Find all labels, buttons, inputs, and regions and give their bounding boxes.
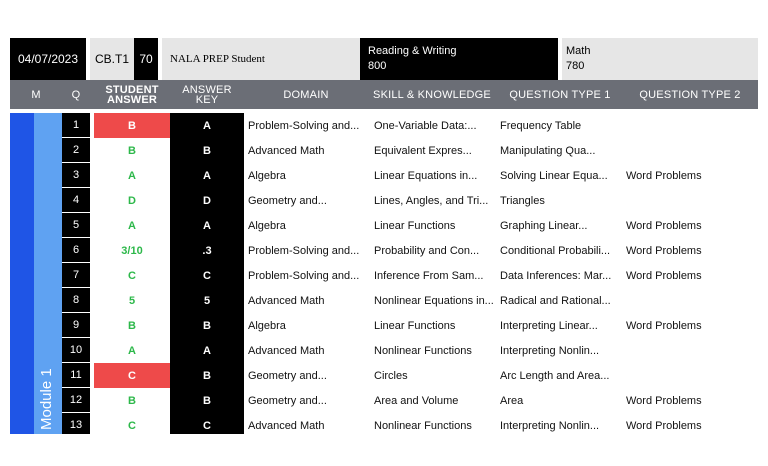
question-number: 11 xyxy=(62,363,90,388)
question-type-2-cell: Word Problems xyxy=(626,244,702,257)
student-answer: 3/10 xyxy=(121,244,143,257)
total-score: 70 xyxy=(134,38,158,80)
domain-cell: Advanced Math xyxy=(248,344,325,357)
student-answer: A xyxy=(128,344,136,357)
domain-cell: Problem-Solving and... xyxy=(248,119,360,132)
skill-cell: Linear Functions xyxy=(374,319,456,332)
question-type-2-cell xyxy=(626,288,756,313)
skill-cell: Linear Equations in... xyxy=(374,169,478,182)
math-label: Math xyxy=(566,45,591,57)
domain-cell: Algebra xyxy=(248,219,286,232)
question-number: 10 xyxy=(62,338,90,363)
column-header-domain[interactable]: DOMAIN xyxy=(283,88,329,101)
domain-cell: Geometry and... xyxy=(248,369,327,382)
skill-cell: Linear Functions xyxy=(374,219,456,232)
skill-cell: Nonlinear Functions xyxy=(374,419,472,432)
skill-cell: Nonlinear Functions xyxy=(374,344,472,357)
question-type-1-cell: Data Inferences: Mar... xyxy=(500,269,612,282)
student-answer: C xyxy=(94,363,170,388)
question-number: 2 xyxy=(62,138,90,163)
student-answer: B xyxy=(94,113,170,138)
domain-cell: Geometry and... xyxy=(248,394,327,407)
score-report-sheet xyxy=(10,38,758,434)
skill-cell: Circles xyxy=(374,369,408,382)
question-type-2-cell xyxy=(626,188,756,213)
question-number: 9 xyxy=(62,313,90,338)
skill-cell: Nonlinear Equations in... xyxy=(374,294,494,307)
answer-key: B xyxy=(203,144,211,157)
math-score-box xyxy=(562,38,758,80)
table-row[interactable] xyxy=(62,238,758,263)
domain-cell: Problem-Solving and... xyxy=(248,269,360,282)
question-type-2-cell: Word Problems xyxy=(626,169,702,182)
student-answer: A xyxy=(128,169,136,182)
table-row[interactable] xyxy=(62,413,758,434)
column-header-question-type-2[interactable]: QUESTION TYPE 2 xyxy=(639,88,741,101)
module-label: Module 1 xyxy=(38,368,55,430)
column-header-question-type-1[interactable]: QUESTION TYPE 1 xyxy=(509,88,611,101)
answer-key: B xyxy=(203,369,211,382)
table-row[interactable] xyxy=(62,363,758,388)
reading-writing-label: Reading & Writing xyxy=(368,45,457,57)
answer-key: 5 xyxy=(203,294,211,307)
report-header xyxy=(10,38,758,80)
question-type-1-cell: Conditional Probabili... xyxy=(500,244,611,257)
question-type-1-cell: Interpreting Linear... xyxy=(500,319,598,332)
question-type-2-cell xyxy=(626,338,756,363)
question-number: 6 xyxy=(62,238,90,263)
skill-cell: Inference From Sam... xyxy=(374,269,484,282)
question-type-1-cell: Triangles xyxy=(500,194,545,207)
column-header-row xyxy=(10,80,758,109)
domain-cell: Advanced Math xyxy=(248,294,325,307)
question-type-2-cell: Word Problems xyxy=(626,269,702,282)
question-type-1-cell: Interpreting Nonlin... xyxy=(500,344,600,357)
table-row[interactable] xyxy=(62,188,758,213)
question-type-1-cell: Radical and Rational... xyxy=(500,294,611,307)
answer-key: A xyxy=(203,169,211,182)
question-number: 4 xyxy=(62,188,90,213)
table-row[interactable] xyxy=(62,338,758,363)
answer-key: A xyxy=(203,119,211,132)
test-date: 04/07/2023 xyxy=(10,38,86,80)
student-answer: A xyxy=(128,219,136,232)
test-code: CB.T1 xyxy=(90,38,134,80)
skill-cell: Lines, Angles, and Tri... xyxy=(374,194,489,207)
table-row[interactable] xyxy=(62,138,758,163)
domain-cell: Algebra xyxy=(248,319,286,332)
answer-key: B xyxy=(203,319,211,332)
domain-cell: Algebra xyxy=(248,169,286,182)
module-color-strip xyxy=(10,113,34,434)
student-answer: B xyxy=(128,144,136,157)
column-header-q[interactable]: Q xyxy=(71,88,81,101)
question-number: 1 xyxy=(62,113,90,138)
answer-key: D xyxy=(203,194,211,207)
student-answer: C xyxy=(128,419,136,432)
domain-cell: Advanced Math xyxy=(248,419,325,432)
question-type-1-cell: Interpreting Nonlin... xyxy=(500,419,600,432)
question-type-2-cell xyxy=(626,363,756,388)
domain-cell: Advanced Math xyxy=(248,144,325,157)
question-type-1-cell: Frequency Table xyxy=(500,119,582,132)
question-type-2-cell: Word Problems xyxy=(626,394,702,407)
question-number: 13 xyxy=(62,413,90,434)
question-number: 3 xyxy=(62,163,90,188)
question-type-2-cell: Word Problems xyxy=(626,319,702,332)
skill-cell: Probability and Con... xyxy=(374,244,480,257)
column-header-answer-key[interactable]: ANSWER KEY xyxy=(182,83,232,106)
question-type-1-cell: Area xyxy=(500,394,524,407)
column-header-student-answer[interactable]: STUDENT ANSWER xyxy=(105,83,159,106)
math-score: 780 xyxy=(566,60,585,72)
question-number: 12 xyxy=(62,388,90,413)
answer-key: A xyxy=(203,344,211,357)
question-type-2-cell xyxy=(626,138,756,163)
question-number: 8 xyxy=(62,288,90,313)
domain-cell: Geometry and... xyxy=(248,194,327,207)
table-row[interactable] xyxy=(62,288,758,313)
domain-cell: Problem-Solving and... xyxy=(248,244,360,257)
student-answer: D xyxy=(128,194,136,207)
results-table xyxy=(10,109,758,434)
student-answer: C xyxy=(128,269,136,282)
table-row[interactable] xyxy=(62,313,758,338)
question-type-2-cell xyxy=(626,113,756,138)
answer-key: A xyxy=(203,219,211,232)
skill-cell: Equivalent Expres... xyxy=(374,144,472,157)
column-header-m[interactable]: M xyxy=(31,88,41,101)
skill-cell: Area and Volume xyxy=(374,394,459,407)
answer-key: B xyxy=(203,394,211,407)
question-type-1-cell: Manipulating Qua... xyxy=(500,144,596,157)
student-answer: B xyxy=(128,394,136,407)
column-header-skill[interactable]: SKILL & KNOWLEDGE xyxy=(373,88,491,101)
table-row[interactable] xyxy=(62,263,758,288)
question-number: 5 xyxy=(62,213,90,238)
question-type-1-cell: Arc Length and Area... xyxy=(500,369,610,382)
question-type-1-cell: Graphing Linear... xyxy=(500,219,588,232)
question-number: 7 xyxy=(62,263,90,288)
answer-key: C xyxy=(203,419,211,432)
table-row[interactable] xyxy=(62,388,758,413)
answer-key: C xyxy=(203,269,211,282)
table-row[interactable] xyxy=(62,213,758,238)
question-type-2-cell: Word Problems xyxy=(626,419,702,432)
table-row[interactable] xyxy=(62,163,758,188)
question-type-2-cell: Word Problems xyxy=(626,219,702,232)
skill-cell: One-Variable Data:... xyxy=(374,119,477,132)
question-type-1-cell: Solving Linear Equa... xyxy=(500,169,608,182)
reading-writing-score: 800 xyxy=(368,60,387,72)
student-name: NALA PREP Student xyxy=(162,38,360,80)
table-row[interactable] xyxy=(62,113,758,138)
reading-writing-score-box xyxy=(360,38,558,80)
student-answer: 5 xyxy=(128,294,136,307)
answer-key: .3 xyxy=(202,244,212,257)
student-answer: B xyxy=(128,319,136,332)
